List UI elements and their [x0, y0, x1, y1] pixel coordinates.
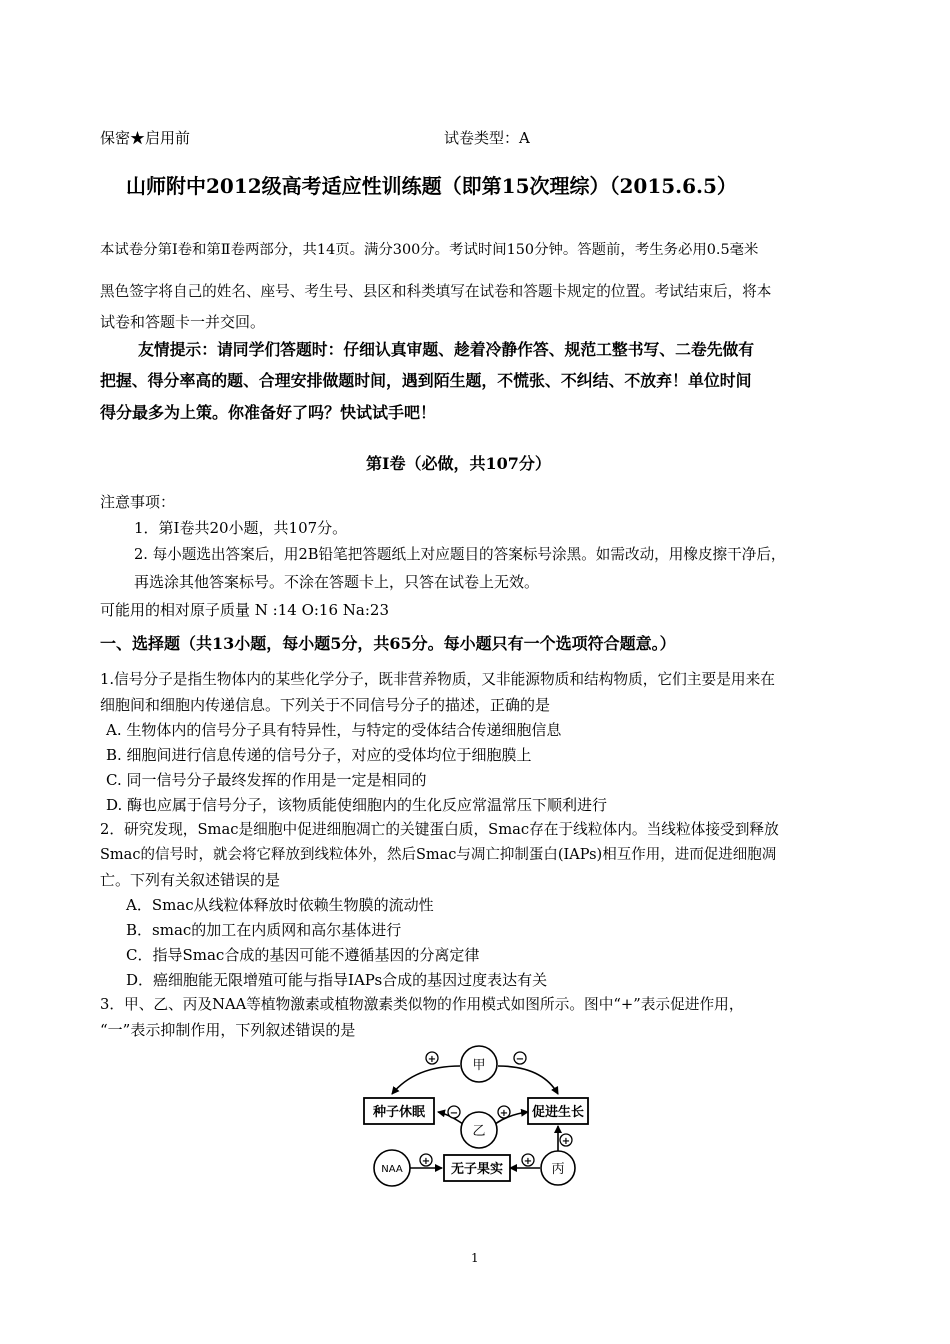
- notes-item-1: 1．第Ⅰ卷共20小题，共107分。: [134, 519, 348, 537]
- hormone-diagram: [360, 1042, 590, 1192]
- q3-stem-line-2: “一”表示抑制作用，下列叙述错误的是: [100, 1021, 356, 1039]
- tip-line-1: 友情提示：请同学们答题时：仔细认真审题、趁着冷静作答、规范工整书写、二卷先做有: [138, 340, 755, 359]
- confidential-label: 保密★启用前: [100, 129, 191, 147]
- node-jia-label: 甲: [472, 1058, 486, 1073]
- q1-option-b: B. 细胞间进行信息传递的信号分子，对应的受体均位于细胞膜上: [106, 746, 532, 764]
- q1-option-a: A. 生物体内的信号分子具有特异性，与特定的受体结合传递细胞信息: [106, 721, 562, 739]
- notes-heading: 注意事项：: [100, 493, 176, 511]
- sign-yi-dormancy-minus: [448, 1106, 460, 1119]
- node-seed-dormancy-label: 种子休眠: [372, 1105, 426, 1120]
- q2-option-d: D．癌细胞能无限增殖可能与指导IAPs合成的基因过度表达有关: [126, 971, 548, 989]
- node-bing-label: 丙: [551, 1162, 565, 1177]
- svg-text:+: +: [427, 1054, 437, 1065]
- page-number: 1: [471, 1251, 479, 1265]
- sign-jia-growth-minus: [514, 1052, 526, 1065]
- q2-option-c: C．指导Smac合成的基因可能不遵循基因的分离定律: [126, 946, 480, 964]
- sign-bing-fruit-plus: [522, 1154, 534, 1167]
- sign-yi-growth-plus: [498, 1106, 510, 1119]
- node-yi-label: 乙: [472, 1124, 486, 1139]
- node-naa-label: NAA: [381, 1164, 403, 1175]
- q2-stem-line-1: 2．研究发现，Smac是细胞中促进细胞凋亡的关键蛋白质，Smac存在于线粒体内。当线粒体接受到释放: [100, 821, 779, 838]
- intro-line-1: 本试卷分第Ⅰ卷和第Ⅱ卷两部分，共14页。满分300分。考试时间150分钟。答题前，考生务必用0.5毫米: [100, 242, 759, 258]
- svg-text:−: −: [515, 1054, 525, 1065]
- sign-naa-fruit-plus: [420, 1154, 432, 1167]
- part1-title: 第Ⅰ卷（必做，共107分）: [366, 454, 551, 473]
- q1-stem-line-1: 1.信号分子是指生物体内的某些化学分子，既非营养物质，又非能源物质和结构物质，它们主要是用来在: [100, 671, 775, 688]
- atomic-mass-line: 可能用的相对原子质量 N :14 O:16 Na:23: [100, 601, 389, 619]
- q2-option-a: A．Smac从线粒体释放时依赖生物膜的流动性: [126, 896, 434, 914]
- svg-text:+: +: [561, 1136, 571, 1147]
- sign-jia-dormancy-plus: [426, 1052, 438, 1065]
- tip-line-2: 把握、得分率高的题、合理安排做题时间，遇到陌生题，不慌张、不纠结、不放弃！单位时间: [100, 371, 752, 390]
- arrow-jia-to-growth: [498, 1066, 558, 1094]
- arrow-jia-to-dormancy: [392, 1066, 460, 1094]
- q1-option-d: D. 酶也应属于信号分子，该物质能使细胞内的生化反应常温常压下顺利进行: [106, 796, 608, 814]
- q1-option-c: C. 同一信号分子最终发挥的作用是一定是相同的: [106, 771, 427, 789]
- exam-title: 山师附中2012级高考适应性训练题（即第15次理综）（2015.6.5）: [126, 174, 737, 198]
- sign-bing-growth-plus: [560, 1134, 572, 1147]
- notes-item-2-line-1: 2. 每小题选出答案后，用2B铅笔把答题纸上对应题目的答案标号涂黑。如需改动，用橡皮擦干净后，: [134, 546, 786, 563]
- svg-text:+: +: [523, 1156, 533, 1167]
- q2-option-b: B．smac的加工在内质网和高尔基体进行: [126, 921, 402, 939]
- paper-type-label: 试卷类型：A: [444, 129, 530, 147]
- tip-line-3: 得分最多为上策。你准备好了吗？快试试手吧！: [100, 403, 437, 422]
- notes-item-2-line-2: 再选涂其他答案标号。不涂在答题卡上，只答在试卷上无效。: [134, 573, 540, 591]
- intro-line-3: 试卷和答题卡一并交回。: [100, 313, 266, 331]
- svg-text:−: −: [449, 1108, 459, 1119]
- section-1-heading: 一、选择题（共13小题，每小题5分，共65分。每小题只有一个选项符合题意。）: [100, 634, 676, 653]
- q1-stem-line-2: 细胞间和细胞内传递信息。下列关于不同信号分子的描述，正确的是: [100, 696, 551, 714]
- q2-stem-line-3: 亡。下列有关叙述错误的是: [100, 871, 281, 889]
- q3-stem-line-1: 3．甲、乙、丙及NAA等植物激素或植物激素类似物的作用模式如图所示。图中“+”表示促进作用，: [100, 996, 744, 1013]
- svg-text:+: +: [421, 1156, 431, 1167]
- node-promote-growth-label: 促进生长: [531, 1105, 585, 1120]
- svg-text:+: +: [499, 1108, 509, 1119]
- node-seedless-fruit-label: 无子果实: [450, 1162, 504, 1177]
- intro-line-2: 黑色签字将自己的姓名、座号、考生号、县区和科类填写在试卷和答题卡规定的位置。考试结束后，将本: [100, 283, 772, 300]
- q2-stem-line-2: Smac的信号时，就会将它释放到线粒体外，然后Smac与凋亡抑制蛋白(IAPs)相互作用，进而促进细胞凋: [100, 847, 777, 863]
